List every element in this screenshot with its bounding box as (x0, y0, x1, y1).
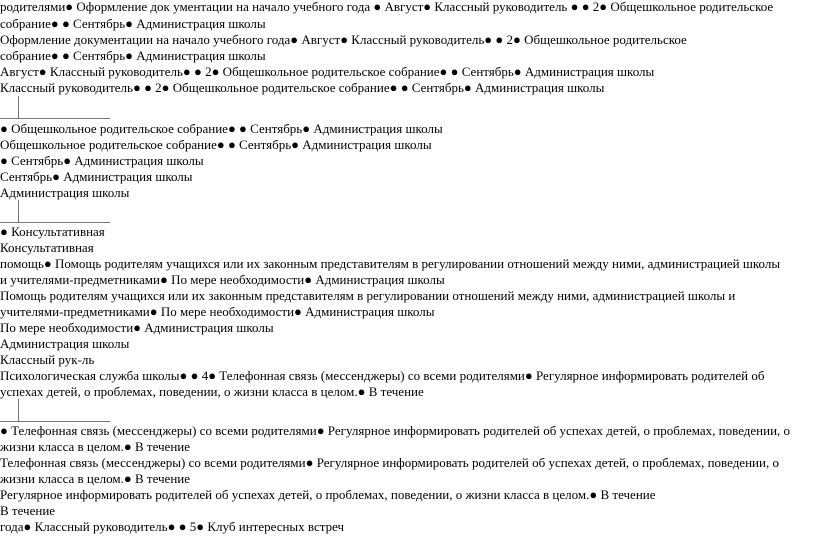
text-line: Август● Классный руководитель● ● 2● Общешкольное родительское собрание● ● Сентябрь● Администрация школы (0, 64, 655, 79)
text-line: помощь● Помощь родителям учащихся или их законным представителям в регулировании отношений между ними, администрацией школы (0, 256, 781, 271)
text-line: Телефонная связь (мессенджеры) со всеми родителями● Регулярное информировать родителей об успехах детей, о проблемах, поведении, о (0, 455, 779, 470)
text-line: собрание● ● Сентябрь● Администрация школы (0, 16, 266, 31)
text-line: Администрация школы (0, 185, 130, 200)
text-line: Оформление документации на начало учебного года● Август● Классный руководитель● ● 2● Общешкольное родительское (0, 32, 687, 47)
text-line: ● Телефонная связь (мессенджеры) со всеми родителями● Регулярное информировать родителей об успехах детей, о проблемах, поведении, о (0, 423, 791, 438)
text-line: жизни класса в целом.● В течение (0, 471, 191, 486)
text-line: В течение (0, 503, 56, 518)
text-line: По мере необходимости● Администрация школы (0, 320, 274, 335)
table-border-horizontal (0, 421, 110, 422)
text-line: Регулярное информировать родителей об успехах детей, о проблемах, поведении, о жизни класса в целом.● В течение (0, 487, 656, 502)
table-border-vertical (18, 399, 19, 421)
table-border-horizontal (0, 118, 110, 119)
table-border-vertical (18, 96, 19, 118)
text-line: жизни класса в целом.● В течение (0, 439, 191, 454)
text-line: ● Сентябрь● Администрация школы (0, 153, 204, 168)
table-border-horizontal (0, 222, 110, 223)
text-line: Классный рук-ль (0, 352, 95, 367)
text-line: Помощь родителям учащихся или их законным представителям в регулировании отношений между ними, администрацией школы и (0, 288, 736, 303)
text-line: и учителями-предметниками● По мере необходимости● Администрация школы (0, 272, 445, 287)
table-border-vertical (18, 200, 19, 222)
text-line: ● Консультативная (0, 224, 105, 239)
text-line: учителями-предметниками● По мере необходимости● Администрация школы (0, 304, 435, 319)
text-line: родителями● Оформление док ументации на начало учебного года ● Август● Классный руководитель ● ● 2● Общешкольное родительское (0, 0, 774, 14)
text-line: Консультативная (0, 240, 94, 255)
text-line: года● Классный руководитель● ● 5● Клуб интересных встреч (0, 519, 345, 534)
text-line: Сентябрь● Администрация школы (0, 169, 193, 184)
text-line: ● Общешкольное родительское собрание● ● Сентябрь● Администрация школы (0, 121, 443, 136)
text-line: Психологическая служба школы● ● 4● Телефонная связь (мессенджеры) со всеми родителями● Регулярное информировать родителей об (0, 368, 765, 383)
text-line: Классный руководитель● ● 2● Общешкольное родительское собрание● ● Сентябрь● Администрация школы (0, 80, 605, 95)
text-line: успехах детей, о проблемах, поведении, о жизни класса в целом.● В течение (0, 384, 424, 399)
text-line: Администрация школы (0, 336, 130, 351)
text-line: Общешкольное родительское собрание● ● Сентябрь● Администрация школы (0, 137, 432, 152)
text-line: собрание● ● Сентябрь● Администрация школы (0, 48, 266, 63)
